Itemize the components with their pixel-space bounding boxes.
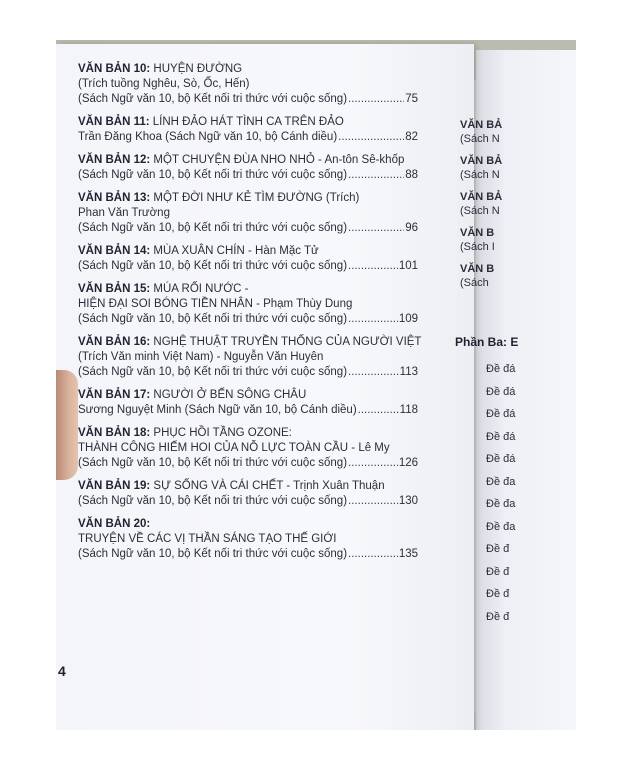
dot-leader: [348, 365, 399, 380]
entry-label: VĂN BẢN 18:: [78, 427, 151, 439]
entry-heading-line: [78, 153, 418, 168]
right-entry-label: VĂN BẢ: [460, 155, 503, 167]
entry-source: (Sách Ngữ văn 10, bộ Kết nối tri thức với cuộc sống): [78, 366, 348, 378]
entry-title: LÍNH ĐẢO HÁT TÌNH CA TRÊN ĐẢO: [152, 116, 344, 128]
entry-source: (Sách Ngữ văn 10, bộ Kết nối tri thức với cuộc sống): [78, 93, 348, 105]
right-entry-label: VĂN BẢ: [460, 191, 503, 203]
entry-heading-line: [78, 191, 418, 206]
part-three-heading: Phần Ba: E: [455, 335, 519, 349]
entry-source-row: [78, 365, 418, 380]
entry-source-row: [78, 456, 418, 471]
exam-item: Đề đá: [486, 453, 516, 465]
entry-line: Phan Văn Trường: [78, 207, 170, 219]
entry-page-number: 118: [399, 404, 418, 416]
toc-entry: [78, 517, 418, 562]
entry-source: (Sách Ngữ văn 10, bộ Kết nối tri thức với cuộc sống): [78, 495, 348, 507]
entry-page-number: 126: [398, 457, 418, 469]
entry-source: Trần Đăng Khoa (Sách Ngữ văn 10, bộ Cánh diều): [78, 131, 338, 143]
dot-leader: [348, 221, 404, 236]
toc-entry: [78, 388, 418, 418]
entry-page-number: 88: [405, 169, 418, 181]
entry-page-number: 96: [405, 222, 418, 234]
dot-leader: [358, 403, 399, 418]
entry-heading-line: [78, 62, 418, 77]
entry-line: (Trích tuồng Nghêu, Sò, Ốc, Hến): [78, 78, 250, 90]
toc-entry: [78, 479, 418, 509]
exam-item: Đề đ: [486, 610, 510, 623]
entry-label: VĂN BẢN 14:: [78, 245, 151, 257]
entry-line: (Trích Văn minh Việt Nam) - Nguyễn Văn Huyên: [78, 351, 324, 363]
toc-entry: [78, 153, 418, 183]
thumb-holding-book: [56, 370, 78, 480]
dot-leader: [348, 547, 398, 562]
entry-source-row: [78, 403, 418, 418]
entry-source: (Sách Ngữ văn 10, bộ Kết nối tri thức với cuộc sống): [78, 313, 348, 325]
exam-item: Đề đá: [486, 408, 516, 420]
toc-entry: [78, 282, 418, 327]
entry-page-number: 113: [399, 366, 418, 378]
right-entry-source: (Sách: [460, 277, 489, 289]
dot-leader: [348, 456, 398, 471]
entry-page-number: 101: [398, 260, 418, 272]
exam-item: Đề đa: [486, 520, 516, 533]
right-page-entry: [460, 154, 576, 182]
entry-page-number: 75: [405, 93, 418, 105]
entry-title: NGHỆ THUẬT TRUYỀN THỐNG CỦA NGƯỜI VIỆT: [153, 336, 422, 348]
exam-item: Đề đa: [486, 498, 516, 510]
right-entry-source: (Sách I: [460, 241, 495, 253]
entry-page-number: 135: [398, 548, 418, 560]
entry-label: VĂN BẢN 11:: [78, 116, 150, 128]
entry-title: HUYỆN ĐƯỜNG: [153, 63, 243, 75]
exam-item: Đề đa: [486, 475, 516, 488]
entry-page-number: 130: [398, 495, 418, 507]
entry-title: NGƯỜI Ở BẾN SÔNG CHÂU: [153, 389, 307, 401]
entry-heading-line: [78, 426, 418, 441]
entry-line: TRUYỆN VỀ CÁC VỊ THẦN SÁNG TẠO THẾ GIỚI: [78, 533, 337, 545]
entry-line: HIỆN ĐẠI SOI BÓNG TIỀN NHÂN - Phạm Thùy Dung: [78, 298, 353, 310]
entry-label: VĂN BẢN 10:: [78, 63, 151, 75]
entry-label: VĂN BẢN 19:: [78, 480, 151, 492]
toc-entry: [78, 191, 418, 236]
right-entry-source: (Sách N: [460, 169, 500, 181]
dot-leader: [348, 494, 398, 509]
entry-source: (Sách Ngữ văn 10, bộ Kết nối tri thức với cuộc sống): [78, 222, 348, 234]
table-of-contents: [78, 62, 422, 570]
dot-leader: [348, 259, 398, 274]
right-page-entry: [460, 118, 576, 146]
entry-page-number: 82: [405, 131, 418, 143]
entry-heading-line: [78, 244, 418, 259]
exam-item: Đề đ: [486, 588, 510, 600]
right-page-entry: [460, 226, 576, 254]
entry-title: SỰ SỐNG VÀ CÁI CHẾT - Trịnh Xuân Thuận: [153, 480, 385, 492]
toc-entry: [78, 335, 422, 380]
toc-entry: [78, 244, 418, 274]
exam-list: [486, 358, 515, 628]
right-page-entry: [460, 262, 576, 290]
exam-item: Đề đ: [486, 543, 510, 555]
entry-label: VĂN BẢN 20:: [78, 518, 151, 530]
entry-source: (Sách Ngữ văn 10, bộ Kết nối tri thức với cuộc sống): [78, 548, 348, 560]
exam-item: Đề đ: [486, 565, 510, 578]
page-number: 4: [58, 663, 66, 679]
entry-label: VĂN BẢN 12:: [78, 154, 151, 166]
entry-heading-line: [78, 282, 418, 297]
entry-title: MỘT ĐỜI NHƯ KẺ TÌM ĐƯỜNG (Trích): [153, 192, 360, 204]
entry-heading-line: [78, 115, 418, 130]
entry-label: VĂN BẢN 16:: [78, 336, 151, 348]
toc-entry: [78, 115, 418, 145]
right-entry-label: VĂN BẢ: [460, 119, 503, 131]
exam-item: Đề đá: [486, 430, 516, 443]
toc-entry: [78, 426, 418, 471]
right-entry-source: (Sách N: [460, 205, 500, 217]
toc-entry: [78, 62, 418, 107]
entry-source-row: [78, 259, 418, 274]
entry-title: MỘT CHUYỆN ĐÙA NHO NHỎ - An-tôn Sê-khốp: [153, 154, 405, 166]
entry-source: (Sách Ngữ văn 10, bộ Kết nối tri thức với cuộc sống): [78, 169, 348, 181]
entry-heading-line: [78, 479, 418, 494]
right-entry-source: (Sách N: [460, 133, 500, 145]
right-entry-label: VĂN B: [460, 227, 495, 239]
entry-title: MÚA RỐI NƯỚC -: [153, 283, 249, 295]
dot-leader: [338, 130, 404, 145]
right-page-entries: [460, 118, 576, 298]
entry-heading-line: [78, 388, 418, 403]
entry-heading-line: [78, 517, 418, 532]
dot-leader: [348, 92, 404, 107]
exam-item: Đề đá: [486, 363, 516, 375]
entry-source-row: [78, 130, 418, 145]
dot-leader: [348, 312, 398, 327]
entry-label: VĂN BẢN 15:: [78, 283, 151, 295]
entry-heading-line: [78, 335, 422, 350]
entry-label: VĂN BẢN 13:: [78, 192, 151, 204]
entry-source-row: [78, 547, 418, 562]
entry-source-row: [78, 312, 418, 327]
exam-item: Đề đá: [486, 385, 516, 398]
right-page-entry: [460, 190, 576, 218]
entry-source: Sương Nguyệt Minh (Sách Ngữ văn 10, bộ Cánh diều): [78, 404, 357, 416]
entry-line: THÀNH CÔNG HIẾM HOI CỦA NỖ LỰC TOÀN CẦU - Lê My: [78, 442, 390, 454]
entry-title: PHỤC HỒI TẦNG OZONE:: [153, 427, 292, 439]
entry-source: (Sách Ngữ văn 10, bộ Kết nối tri thức với cuộc sống): [78, 457, 348, 469]
entry-source-row: [78, 494, 418, 509]
dot-leader: [348, 168, 404, 183]
entry-source-row: [78, 168, 418, 183]
entry-title: MÙA XUÂN CHÍN - Hàn Mặc Tử: [153, 245, 319, 257]
entry-source-row: [78, 221, 418, 236]
entry-source: (Sách Ngữ văn 10, bộ Kết nối tri thức với cuộc sống): [78, 260, 348, 272]
entry-page-number: 109: [398, 313, 418, 325]
entry-label: VĂN BẢN 17:: [78, 389, 151, 401]
entry-source-row: [78, 92, 418, 107]
right-entry-label: VĂN B: [460, 263, 495, 275]
